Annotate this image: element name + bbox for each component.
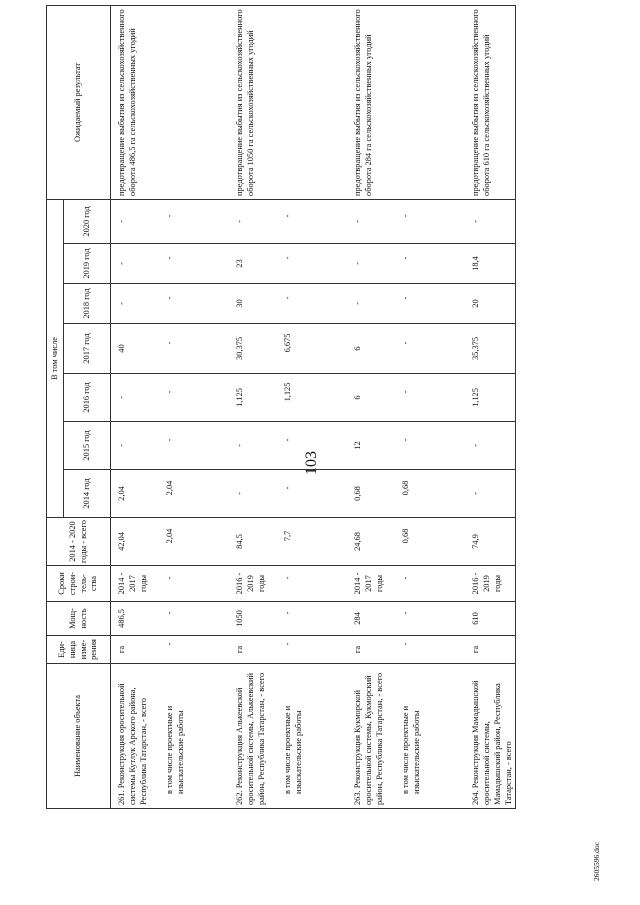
unit-cell: - <box>273 636 347 664</box>
objects-table <box>46 5 516 809</box>
page-number: 103 <box>303 451 320 475</box>
header-group: В том числе <box>47 199 64 517</box>
header-name: Наименование объекта <box>47 664 111 809</box>
capacity-cell: - <box>391 602 465 636</box>
header-year-2016: 2016 год <box>64 374 111 422</box>
table-row <box>273 5 347 808</box>
year-2020-cell: - <box>391 199 465 243</box>
total-cell: 7,7 <box>273 518 347 566</box>
period-cell: 2016 - 2019 годы <box>229 566 273 602</box>
result-cell <box>273 5 347 199</box>
year-2014-cell: - <box>273 470 347 518</box>
table-row <box>347 5 391 808</box>
table-row <box>465 5 515 808</box>
period-cell: - <box>155 566 229 602</box>
year-2015-cell: - <box>155 422 229 470</box>
year-2014-cell: 0,68 <box>391 470 465 518</box>
year-2015-cell: 12 <box>347 422 391 470</box>
year-2017-cell: - <box>155 324 229 374</box>
year-2020-cell: - <box>273 199 347 243</box>
year-2019-cell: 18,4 <box>465 244 515 284</box>
header-result: Ожидаемый результат <box>47 5 111 199</box>
year-2016-cell: 6 <box>347 374 391 422</box>
year-2016-cell: 1,125 <box>465 374 515 422</box>
header-year-2014: 2014 год <box>64 470 111 518</box>
year-2015-cell: - <box>229 422 273 470</box>
unit-cell: - <box>391 636 465 664</box>
period-cell: - <box>273 566 347 602</box>
year-2020-cell: - <box>465 199 515 243</box>
capacity-cell: - <box>273 602 347 636</box>
year-2018-cell: 20 <box>465 284 515 324</box>
year-2017-cell: 6,675 <box>273 324 347 374</box>
year-2018-cell: 30 <box>229 284 273 324</box>
table-row <box>155 5 229 808</box>
header-year-2020: 2020 год <box>64 199 111 243</box>
capacity-cell: 486,5 <box>111 602 156 636</box>
year-2015-cell: - <box>111 422 156 470</box>
year-2019-cell: - <box>391 244 465 284</box>
header-unit: Еди-ница изме-рения <box>47 636 111 664</box>
result-cell: предотвращение выбытия из сельскохозяйственного оборота 1050 га сельскохозяйственных угодий <box>229 5 273 199</box>
object-name: 263. Реконструкция Кукморской оросительной системы, Кукморский район, Республика Татарстан, - всего <box>347 664 391 809</box>
capacity-cell: - <box>155 602 229 636</box>
period-cell: - <box>391 566 465 602</box>
total-cell: 84,5 <box>229 518 273 566</box>
result-cell: предотвращение выбытия из сельскохозяйственного оборота 610 га сельскохозяйственных угодий <box>465 5 515 199</box>
year-2016-cell: - <box>155 374 229 422</box>
header-year-2019: 2019 год <box>64 244 111 284</box>
table-row <box>391 5 465 808</box>
header-year-2017: 2017 год <box>64 324 111 374</box>
year-2017-cell: 35,375 <box>465 324 515 374</box>
year-2016-cell: - <box>391 374 465 422</box>
capacity-cell: 610 <box>465 602 515 636</box>
period-cell: 2014 - 2017 годы <box>111 566 156 602</box>
unit-cell: га <box>229 636 273 664</box>
year-2014-cell: 0,68 <box>347 470 391 518</box>
object-name: 261. Реконструкция оросительной системы Кутлук Арского района, Республика Татарстан, - всего <box>111 664 156 809</box>
year-2019-cell: - <box>273 244 347 284</box>
total-cell: 2,04 <box>155 518 229 566</box>
unit-cell: га <box>347 636 391 664</box>
header-year-2018: 2018 год <box>64 284 111 324</box>
year-2019-cell: 23 <box>229 244 273 284</box>
year-2020-cell: - <box>229 199 273 243</box>
total-cell: 74,9 <box>465 518 515 566</box>
total-cell: 42,04 <box>111 518 156 566</box>
year-2018-cell: - <box>391 284 465 324</box>
object-name: в том числе проектные и изыскательские работы <box>155 664 229 809</box>
year-2017-cell: 30,375 <box>229 324 273 374</box>
header-total: 2014 - 2020 годы - всего <box>47 518 111 566</box>
year-2017-cell: - <box>391 324 465 374</box>
year-2014-cell: - <box>465 470 515 518</box>
year-2019-cell: - <box>155 244 229 284</box>
year-2018-cell: - <box>155 284 229 324</box>
year-2015-cell: - <box>273 422 347 470</box>
year-2016-cell: 1,125 <box>229 374 273 422</box>
year-2014-cell: 2,04 <box>111 470 156 518</box>
table-row <box>111 5 156 808</box>
object-name: в том числе проектные и изыскательские работы <box>391 664 465 809</box>
header-capacity: Мощ-ность <box>47 602 111 636</box>
year-2014-cell: 2,04 <box>155 470 229 518</box>
period-cell: 2016 - 2019 годы <box>465 566 515 602</box>
header-period: Сроки строи-тель-ства <box>47 566 111 602</box>
period-cell: 2014 - 2017 годы <box>347 566 391 602</box>
year-2018-cell: - <box>111 284 156 324</box>
year-2018-cell: - <box>347 284 391 324</box>
unit-cell: га <box>111 636 156 664</box>
year-2016-cell: 1,125 <box>273 374 347 422</box>
result-cell <box>391 5 465 199</box>
total-cell: 24,68 <box>347 518 391 566</box>
year-2017-cell: 6 <box>347 324 391 374</box>
capacity-cell: 284 <box>347 602 391 636</box>
year-2020-cell: - <box>155 199 229 243</box>
result-cell: предотвращение выбытия из сельскохозяйственного оборота 486,5 га сельскохозяйственных угодий <box>111 5 156 199</box>
footer-filename: 2605596.doc <box>592 842 601 881</box>
year-2019-cell: - <box>347 244 391 284</box>
year-2014-cell: - <box>229 470 273 518</box>
unit-cell: га <box>465 636 515 664</box>
year-2017-cell: 40 <box>111 324 156 374</box>
year-2020-cell: - <box>347 199 391 243</box>
result-cell: предотвращение выбытия из сельскохозяйственного оборота 284 га сельскохозяйственных угодий <box>347 5 391 199</box>
header-year-2015: 2015 год <box>64 422 111 470</box>
year-2020-cell: - <box>111 199 156 243</box>
total-cell: 0,68 <box>391 518 465 566</box>
unit-cell: - <box>155 636 229 664</box>
object-name: 264. Реконструкция Мамадышской оросительной системы, Мамадышский район, Республика Татарстан, - всего <box>465 664 515 809</box>
result-cell <box>155 5 229 199</box>
year-2019-cell: - <box>111 244 156 284</box>
year-2015-cell: - <box>391 422 465 470</box>
object-name: 262. Реконструкция Алькеевской оросительной системы, Алькеевский район, Республика Татарстан, - всего <box>229 664 273 809</box>
year-2016-cell: - <box>111 374 156 422</box>
year-2015-cell: - <box>465 422 515 470</box>
object-name: в том числе проектные и изыскательские работы <box>273 664 347 809</box>
year-2018-cell: - <box>273 284 347 324</box>
table-row <box>229 5 273 808</box>
capacity-cell: 1050 <box>229 602 273 636</box>
